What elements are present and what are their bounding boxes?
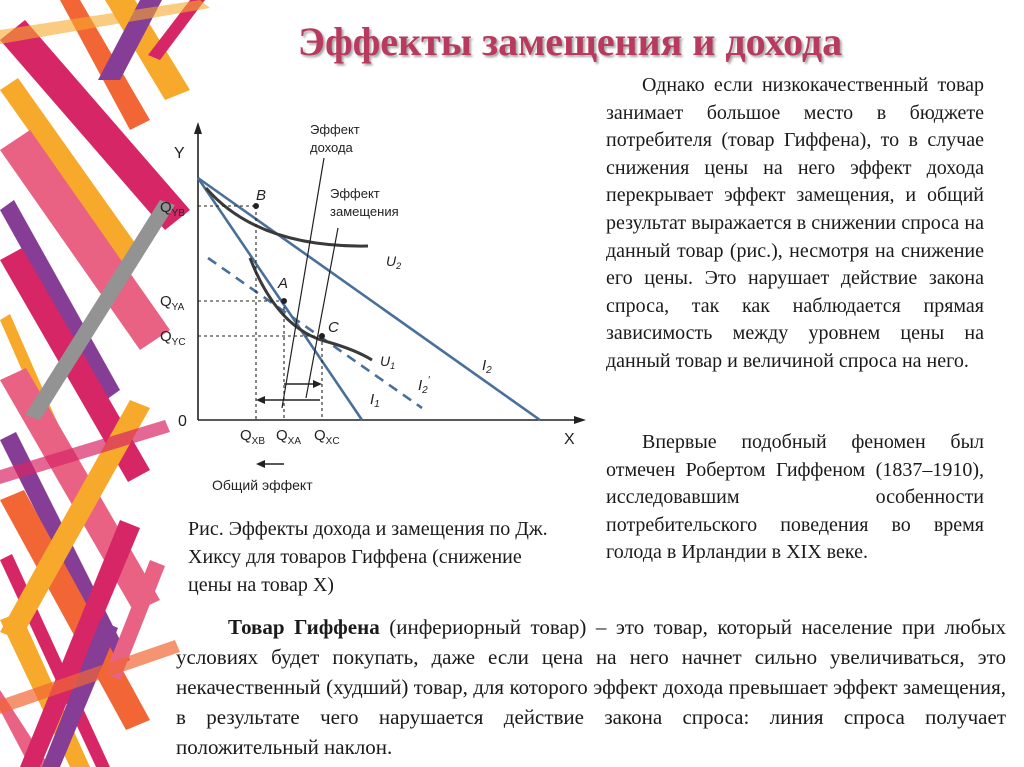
x-axis-label: X xyxy=(564,431,575,448)
income-effect-pointer xyxy=(282,158,324,408)
substitution-effect-label-2: замещения xyxy=(330,204,399,219)
y-axis-label: Y xyxy=(174,145,185,162)
substitution-effect-label-1: Эффект xyxy=(330,186,380,201)
point-a xyxy=(281,298,287,304)
income-effect-label-1: Эффект xyxy=(310,122,360,137)
tick-qya: $Q_{YA}$ xyxy=(160,293,185,313)
curve-u2-label: $U_2$ xyxy=(386,253,402,271)
income-effect-label-2: дохода xyxy=(310,140,353,155)
origin-label: 0 xyxy=(178,413,187,430)
giffen-term: Товар Гиффена xyxy=(228,615,380,639)
line-i1-prime-label: $I_2'$ xyxy=(418,375,430,396)
paragraph-giffen-history: Впервые подобный феномен был отмечен Робертом Гиффеном (1837–1910), исследовавшим особенности потребительского поведения во время голода в Ирландии в XIX веке. xyxy=(606,431,984,564)
y-axis-arrow xyxy=(194,122,202,134)
tick-qyb: $Q_{YB}$ xyxy=(160,199,186,219)
tick-qxc: $Q_{XC}$ xyxy=(314,427,340,447)
line-i1-label: $I_1$ xyxy=(370,391,380,410)
paragraph-giffen-explanation: Однако если низкокачественный товар занимает большое место в бюджете потребителя (товар Гиффена), то в случае снижения цены на него эффект дохода перекрывает эффект замещения, и общий результат выражается в снижении спроса на данный товар (рис.), несмотря на снижение его цены. Это нарушает действие закона спроса, так как наблюдается прямая зависимость между уровнем цены на данный товар и величиной спроса на него. xyxy=(606,74,984,372)
figure-caption: Рис. Эффекты дохода и замещения по Дж. Хиксу для товаров Гиффена (снижение цены на товар X) xyxy=(188,518,548,596)
indifference-curve-diagram xyxy=(160,108,600,508)
point-c-label: C xyxy=(328,319,339,336)
total-effect-label: Общий эффект xyxy=(212,477,313,493)
point-a-label: A xyxy=(278,275,289,292)
giffen-definition-text: (инфериорный товар) – это товар, который население при любых условиях будет покупать, даже если цена на него начнет сильно увеличиваться, это некачественный (худший) товар, для которого эффект дохода превышает эффект замещения, в результате чего нарушается действие закона спроса: линия спроса получает положительный наклон. xyxy=(176,615,1007,759)
giffen-definition xyxy=(176,612,1006,762)
tick-qxb: $Q_{XB}$ xyxy=(240,427,266,447)
tick-qyc: $Q_{YC}$ xyxy=(160,328,186,348)
page-title: Эффекты замещения и дохода xyxy=(297,19,843,64)
point-b-label: B xyxy=(256,187,267,204)
x-axis-arrow xyxy=(574,416,586,424)
curve-u1-label: $U_1$ xyxy=(380,353,396,371)
tick-qxa: $Q_{XA}$ xyxy=(276,427,302,447)
line-i2-label: $I_2$ xyxy=(482,357,492,376)
point-c xyxy=(319,333,325,339)
